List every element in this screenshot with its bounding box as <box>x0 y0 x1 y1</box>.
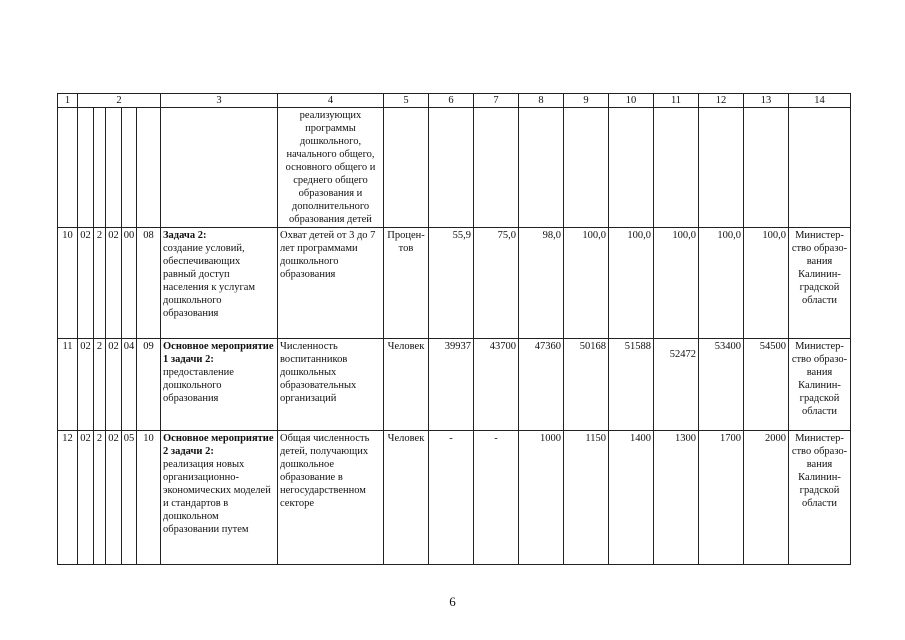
empty-cell <box>78 108 94 228</box>
task-title: Задача 2: <box>163 230 207 241</box>
page-number: 6 <box>449 594 456 609</box>
task-cell <box>161 228 278 339</box>
task-title: Основное мероприятие 2 задачи 2: <box>163 433 274 457</box>
value-cell: 100,0 <box>609 228 654 339</box>
code-cell: 08 <box>137 228 161 339</box>
empty-cell <box>122 108 137 228</box>
code-cell: 05 <box>122 431 137 565</box>
header-cell: 13 <box>744 94 789 108</box>
code-cell: 2 <box>94 228 106 339</box>
empty-cell <box>106 108 122 228</box>
header-cell: 3 <box>161 94 278 108</box>
value-cell: - <box>429 431 474 565</box>
code-cell: 02 <box>78 228 94 339</box>
unit-cell: Процен-тов <box>384 228 429 339</box>
empty-cell <box>609 108 654 228</box>
table-row <box>58 339 851 431</box>
row-number: 11 <box>58 339 78 431</box>
responsible-cell: Министер-ство образо-вания Калинин-градской области <box>789 228 851 339</box>
value-cell: 54500 <box>744 339 789 431</box>
task-description: реализация новых организационно-экономических моделей и стандартов в дошкольном образовании путем <box>163 459 271 535</box>
header-cell: 2 <box>78 94 161 108</box>
header-cell: 7 <box>474 94 519 108</box>
header-cell: 6 <box>429 94 474 108</box>
value-cell: 1300 <box>654 431 699 565</box>
code-cell: 2 <box>94 431 106 565</box>
empty-cell <box>161 108 278 228</box>
value-cell: 52472 <box>654 339 699 431</box>
empty-cell <box>564 108 609 228</box>
empty-cell <box>94 108 106 228</box>
header-cell: 4 <box>278 94 384 108</box>
responsible-cell: Министер-ство образо-вания Калинин-градской области <box>789 339 851 431</box>
row-number: 12 <box>58 431 78 565</box>
indicator-cell: Общая численность детей, получающих дошкольное образование в негосударственном секторе <box>278 431 384 565</box>
empty-cell <box>429 108 474 228</box>
value-cell: 47360 <box>519 339 564 431</box>
code-cell: 02 <box>78 431 94 565</box>
continuation-row <box>58 108 851 228</box>
header-row <box>58 94 851 108</box>
indicator-cell: Численность воспитанников дошкольных образовательных организаций <box>278 339 384 431</box>
value-cell: 51588 <box>609 339 654 431</box>
code-cell: 04 <box>122 339 137 431</box>
empty-cell <box>384 108 429 228</box>
task-cell <box>161 339 278 431</box>
value-cell: 43700 <box>474 339 519 431</box>
value-cell: 2000 <box>744 431 789 565</box>
header-cell: 10 <box>609 94 654 108</box>
value-cell: 53400 <box>699 339 744 431</box>
header-cell: 5 <box>384 94 429 108</box>
program-indicators-table <box>57 93 851 565</box>
empty-cell <box>137 108 161 228</box>
value-cell: 39937 <box>429 339 474 431</box>
header-cell: 8 <box>519 94 564 108</box>
value-cell: 50168 <box>564 339 609 431</box>
value-cell: 75,0 <box>474 228 519 339</box>
task-description: создание условий, обеспечивающих равный доступ населения к услугам дошкольного образования <box>163 243 256 319</box>
empty-cell <box>699 108 744 228</box>
unit-cell: Человек <box>384 431 429 565</box>
header-cell: 1 <box>58 94 78 108</box>
code-cell: 09 <box>137 339 161 431</box>
header-cell: 12 <box>699 94 744 108</box>
header-cell: 9 <box>564 94 609 108</box>
table-row <box>58 431 851 565</box>
value-cell: 100,0 <box>744 228 789 339</box>
value-cell: 98,0 <box>519 228 564 339</box>
value-cell: 55,9 <box>429 228 474 339</box>
code-cell: 2 <box>94 339 106 431</box>
value-cell: 1000 <box>519 431 564 565</box>
value-cell: 100,0 <box>699 228 744 339</box>
table-row <box>58 228 851 339</box>
code-cell: 02 <box>106 339 122 431</box>
empty-cell <box>58 108 78 228</box>
empty-cell <box>519 108 564 228</box>
header-cell: 14 <box>789 94 851 108</box>
header-cell: 11 <box>654 94 699 108</box>
code-cell: 10 <box>137 431 161 565</box>
value-cell: 1150 <box>564 431 609 565</box>
empty-cell <box>474 108 519 228</box>
empty-cell <box>744 108 789 228</box>
value-cell: 100,0 <box>564 228 609 339</box>
task-description: предоставление дошкольного образования <box>163 367 234 404</box>
value-cell: 1400 <box>609 431 654 565</box>
value-cell: 1700 <box>699 431 744 565</box>
value-cell: - <box>474 431 519 565</box>
responsible-cell: Министер-ство образо-вания Калинин-градской области <box>789 431 851 565</box>
code-cell: 02 <box>78 339 94 431</box>
indicator-cell: реализующих программы дошкольного, начального общего, основного общего и среднего общего образования и дополнительного образования детей <box>278 108 384 228</box>
value-cell: 100,0 <box>654 228 699 339</box>
code-cell: 00 <box>122 228 137 339</box>
task-cell <box>161 431 278 565</box>
empty-cell <box>789 108 851 228</box>
indicator-cell: Охват детей от 3 до 7 лет программами дошкольного образования <box>278 228 384 339</box>
row-number: 10 <box>58 228 78 339</box>
code-cell: 02 <box>106 228 122 339</box>
empty-cell <box>654 108 699 228</box>
unit-cell: Человек <box>384 339 429 431</box>
task-title: Основное мероприятие 1 задачи 2: <box>163 341 274 365</box>
code-cell: 02 <box>106 431 122 565</box>
